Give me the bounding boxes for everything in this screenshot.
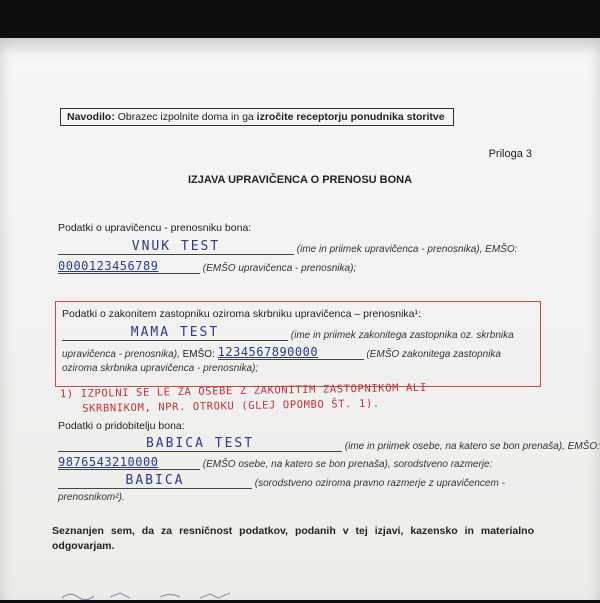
section3-name-hint: (ime in priimek osebe, na katero se bon prenaša), EMŠO: — [344, 441, 600, 452]
red-note-line-2: SKRBNIKOM, NPR. OTROKU (GLEJ OPOMBO ŠT. 1). — [82, 397, 380, 415]
section1-name-hint: (ime in priimek upravičenca - prenosnika), EMŠO: — [296, 244, 518, 255]
section3-relation-row — [58, 474, 505, 489]
section3-emso-value: 9876543210000 — [58, 455, 200, 470]
section2-emso-hint-2: oziroma skrbnika upravičenca - prenosnika); — [62, 363, 259, 374]
section3-emso-row — [58, 455, 492, 470]
section2-emso-label: EMŠO: — [182, 349, 215, 360]
instruction-text: Obrazec izpolnite doma in ga — [114, 111, 257, 123]
section1-heading: Podatki o upravičencu - prenosniku bona: — [58, 222, 252, 234]
scrawl-marks — [60, 590, 360, 600]
section3-emso-hint: (EMŠO osebe, na katero se bon prenaša), sorodstveno razmerje: — [202, 459, 493, 470]
section2-emso-hint-row — [62, 363, 258, 374]
annex-label: Priloga 3 — [488, 148, 532, 160]
instruction-box — [60, 108, 454, 126]
section1-emso-row — [58, 259, 356, 274]
section3-relation-value: BABICA — [58, 474, 252, 489]
document-paper — [0, 38, 600, 600]
section3-heading: Podatki o pridobitelju bona: — [58, 420, 185, 432]
section3-relation-hint-1: (sorodstveno oziroma pravno razmerje z upravičencem - — [254, 478, 505, 489]
section1-emso-value: 0000123456789 — [58, 259, 200, 274]
section2-emso-hint-1: (EMŠO zakonitega zastopnika — [366, 349, 501, 360]
section1-emso-hint: (EMŠO upravičenca - prenosnika); — [202, 263, 357, 274]
cut-off-handwriting — [60, 590, 360, 600]
section2-name-hint-2: upravičenca - prenosnika), — [62, 349, 180, 360]
liability-statement: Seznanjen sem, da za resničnost podatkov, podanih v tej izjavi, kazensko in materialno odgovarjam. — [52, 525, 534, 552]
section2-emso-value: 1234567890000 — [218, 345, 364, 360]
section2-emso-row — [62, 345, 501, 360]
section3-relation-hint-2: prenosnikom²). — [58, 492, 125, 503]
section2-name-row — [62, 326, 514, 341]
section2-name-hint-1: (ime in priimek zakonitega zastopnika oz. skrbnika — [290, 330, 514, 341]
red-note-line-1: 1) IZPOLNI SE LE ZA OSEBE Z ZAKONITIM ZASTOPNIKOM ALI — [59, 381, 427, 401]
section2-heading: Podatki o zakonitem zastopniku oziroma skrbniku upravičenca – prenosnika¹: — [62, 308, 421, 320]
instruction-bold-tail: izročite receptorju ponudnika storitve — [256, 111, 445, 123]
instruction-prefix: Navodilo: — [67, 111, 115, 123]
document-title: IZJAVA UPRAVIČENCA O PRENOSU BONA — [187, 174, 413, 186]
section3-relation-hint-row — [58, 492, 125, 503]
section1-name-row — [58, 240, 517, 255]
section3-name-value: BABICA TEST — [58, 437, 342, 452]
section2-name-value: MAMA TEST — [62, 326, 288, 341]
section3-name-row — [58, 437, 600, 452]
section1-name-value: VNUK TEST — [58, 240, 294, 255]
